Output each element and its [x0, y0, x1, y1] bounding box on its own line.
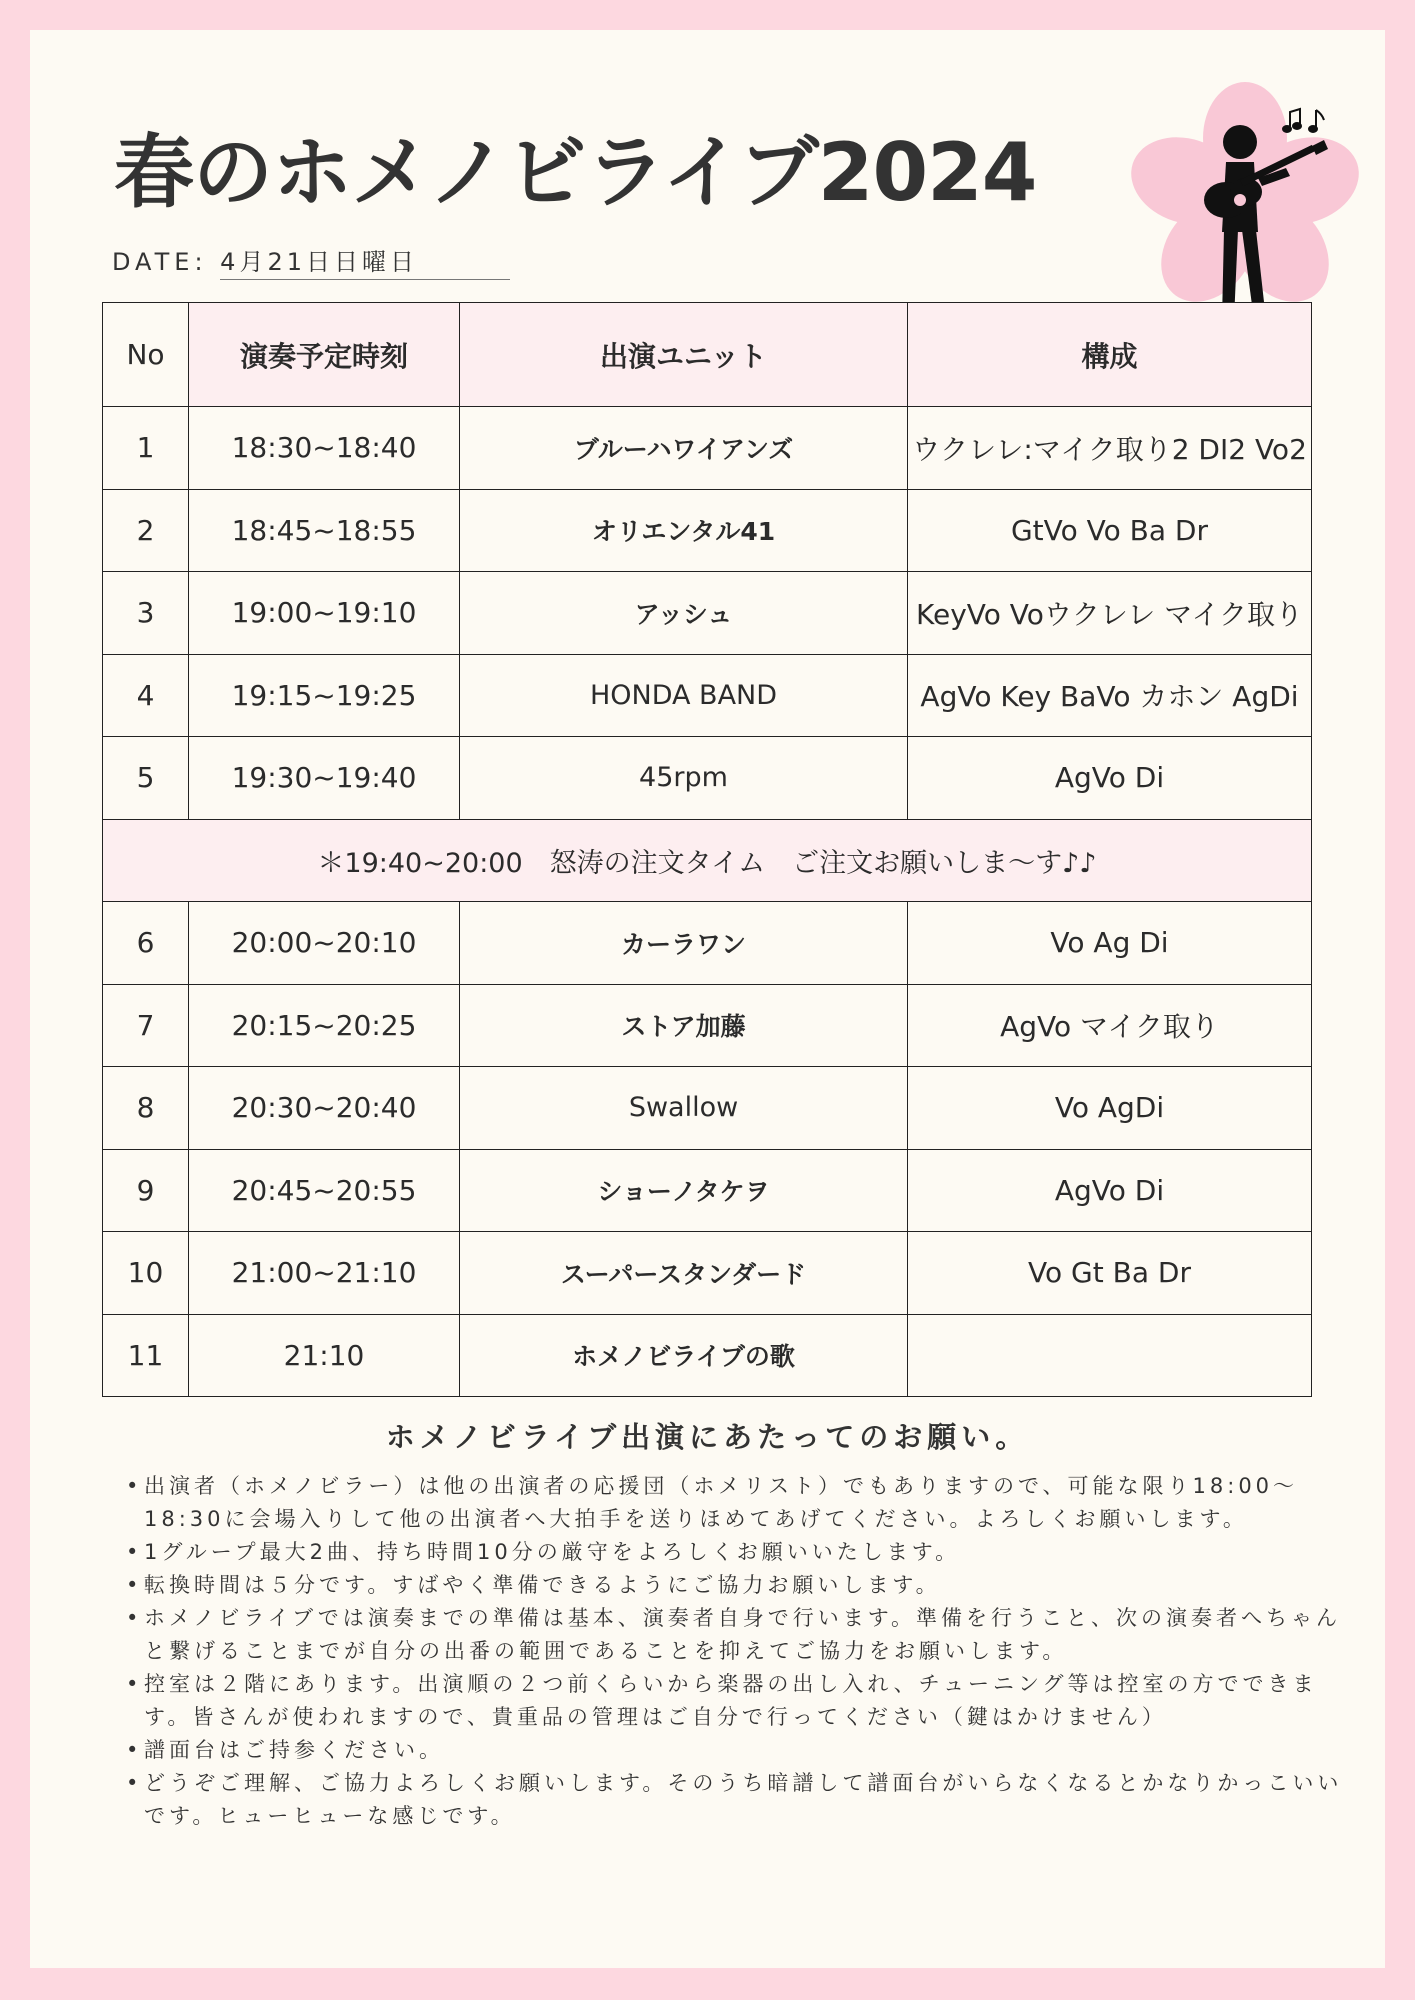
cell-no: 11 — [103, 1314, 189, 1397]
cell-time: 21:10 — [189, 1314, 460, 1397]
table-row — [103, 984, 1312, 1067]
music-note-icon — [1283, 109, 1324, 132]
cell-lineup: GtVo Vo Ba Dr — [908, 489, 1312, 572]
cell-unit: Swallow — [460, 1067, 908, 1150]
cell-no: 1 — [103, 407, 189, 490]
guitarist-mascot — [1130, 70, 1360, 310]
list-item: • どうぞご理解、ご協力よろしくお願いします。そのうち暗譜して譜面台がいらなくなるとかなりかっこいいです。ヒューヒューな感じです。 — [126, 1767, 1356, 1833]
page-title: 春のホメノビライブ2024 — [114, 126, 1037, 219]
table-row — [103, 1067, 1312, 1150]
cell-unit: 45rpm — [460, 737, 908, 820]
cell-no: 10 — [103, 1232, 189, 1315]
cell-lineup: Vo AgDi — [908, 1067, 1312, 1150]
cell-lineup: ウクレレ:マイク取り2 DI2 Vo2 — [908, 407, 1312, 490]
table-row — [103, 407, 1312, 490]
cell-unit: ホメノビライブの歌 — [460, 1314, 908, 1397]
cell-time: 18:45~18:55 — [189, 489, 460, 572]
table-row — [103, 902, 1312, 985]
notes-list — [126, 1470, 1356, 1833]
cell-no: 8 — [103, 1067, 189, 1150]
table-header-row — [103, 303, 1312, 407]
cell-no: 6 — [103, 902, 189, 985]
cell-lineup: AgVo Di — [908, 737, 1312, 820]
cell-time: 19:00~19:10 — [189, 572, 460, 655]
cell-time: 19:30~19:40 — [189, 737, 460, 820]
cell-no: 3 — [103, 572, 189, 655]
table-row — [103, 572, 1312, 655]
cell-lineup — [908, 1314, 1312, 1397]
flyer-page — [30, 30, 1385, 1968]
list-item: • ホメノビライブでは演奏までの準備は基本、演奏者自身で行います。準備を行うこと、次の演奏者へちゃんと繋げることまでが自分の出番の範囲であることを抑えてご協力をお願いします。 — [126, 1602, 1356, 1668]
cell-unit: ストア加藤 — [460, 984, 908, 1067]
cell-lineup: Vo Ag Di — [908, 902, 1312, 985]
cell-lineup: AgVo Di — [908, 1149, 1312, 1232]
list-item: • 譜面台はご持参ください。 — [126, 1734, 1356, 1767]
cell-time: 20:00~20:10 — [189, 902, 460, 985]
cell-unit: ショーノタケヲ — [460, 1149, 908, 1232]
column-header-lineup: 構成 — [908, 303, 1312, 407]
cell-time: 20:45~20:55 — [189, 1149, 460, 1232]
cell-time: 20:30~20:40 — [189, 1067, 460, 1150]
table-row — [103, 737, 1312, 820]
cell-lineup: AgVo マイク取り — [908, 984, 1312, 1067]
date-label: DATE: — [112, 248, 208, 276]
table-row — [103, 489, 1312, 572]
cell-no: 7 — [103, 984, 189, 1067]
cell-unit: オリエンタル41 — [460, 489, 908, 572]
date-value: 4月21日日曜日 — [220, 242, 510, 280]
table-row — [103, 1232, 1312, 1315]
cell-time: 21:00~21:10 — [189, 1232, 460, 1315]
cell-unit: カーラワン — [460, 902, 908, 985]
list-item: • 転換時間は５分です。すばやく準備できるようにご協力お願いします。 — [126, 1569, 1356, 1602]
cell-unit: アッシュ — [460, 572, 908, 655]
cell-lineup: Vo Gt Ba Dr — [908, 1232, 1312, 1315]
column-header-time: 演奏予定時刻 — [189, 303, 460, 407]
table-row — [103, 654, 1312, 737]
cell-no: 9 — [103, 1149, 189, 1232]
cell-unit: ブルーハワイアンズ — [460, 407, 908, 490]
order-time-notice: ＊19:40~20:00 怒涛の注文タイム ご注文お願いしま〜す♪♪ — [103, 819, 1312, 902]
cell-unit: HONDA BAND — [460, 654, 908, 737]
date-row — [112, 242, 510, 280]
cell-no: 5 — [103, 737, 189, 820]
cell-time: 18:30~18:40 — [189, 407, 460, 490]
cell-lineup: AgVo Key BaVo カホン AgDi — [908, 654, 1312, 737]
list-item: • 1グループ最大2曲、持ち時間10分の厳守をよろしくお願いいたします。 — [126, 1536, 1356, 1569]
cell-unit: スーパースタンダード — [460, 1232, 908, 1315]
notes-title: ホメノビライブ出演にあたってのお願い。 — [385, 1420, 1030, 1454]
cell-no: 4 — [103, 654, 189, 737]
list-item: • 出演者（ホメノビラー）は他の出演者の応援団（ホメリスト）でもありますので、可能な限り18:00〜18:30に会場入りして他の出演者へ大拍手を送りほめてあげてください。よろしくお願いします。 — [126, 1470, 1356, 1536]
cell-time: 19:15~19:25 — [189, 654, 460, 737]
cell-lineup: KeyVo Voウクレレ マイク取り — [908, 572, 1312, 655]
performance-schedule-table — [102, 302, 1312, 1397]
column-header-unit: 出演ユニット — [460, 303, 908, 407]
break-row — [103, 819, 1312, 902]
cell-time: 20:15~20:25 — [189, 984, 460, 1067]
table-row — [103, 1314, 1312, 1397]
table-row — [103, 1149, 1312, 1232]
cell-no: 2 — [103, 489, 189, 572]
list-item: • 控室は２階にあります。出演順の２つ前くらいから楽器の出し入れ、チューニング等は控室の方でできます。皆さんが使われますので、貴重品の管理はご自分で行ってください（鍵はかけません） — [126, 1668, 1356, 1734]
column-header-no: No — [103, 303, 189, 407]
